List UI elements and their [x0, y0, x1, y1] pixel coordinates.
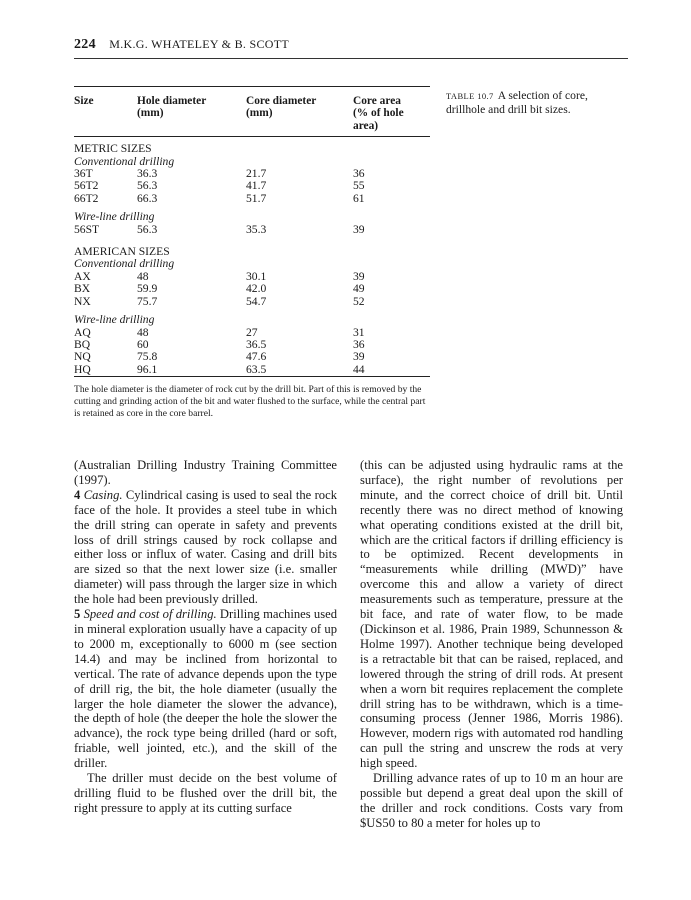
subsection-label-american-wireline: Wire-line drilling [74, 313, 155, 327]
subsection-label-american-conventional: Conventional drilling [74, 257, 175, 271]
subsection-label-metric-conventional: Conventional drilling [74, 154, 175, 168]
table-row: 56ST 56.3 35.3 39 [74, 222, 365, 236]
table-row: NX 75.7 54.7 52 [74, 294, 365, 308]
body-column-right [360, 458, 623, 831]
table-body [74, 87, 430, 376]
drill-size-table [74, 86, 430, 420]
running-authors: M.K.G. WHATELEY & B. SCOTT [109, 37, 290, 51]
table-header-row [74, 87, 430, 132]
paragraph-speed-cost: 5 Speed and cost of drilling. Drilling machines used in mineral exploration usually have a capacity of up to 2000 m, exceptionally to 6000 m (see section 14.4) and may be inclined from horizontal to vertical. The rate of advance depends upon the type of drill rig, the bit, the hole diameter (usually the larger the hole diameter the slower the advance), the depth of hole (the deeper the hole the slower the advance), the rock type being drilled (hard or soft, friable, well jointed, etc.), and the skill of the driller. [74, 607, 337, 771]
table-row: HQ 96.1 63.5 44 [74, 362, 365, 376]
table-row: NQ 75.8 47.6 39 [74, 350, 365, 364]
table-row: 66T2 66.3 51.7 61 [74, 191, 365, 205]
paragraph-casing: 4 Casing. Cylindrical casing is used to seal the rock face of the hole. It provides a steel tube in which the drill string can operate in safety and prevents loss of drill strings caused by rock collapse and either loss or influx of water. Casing and drill bits are sized so that the next lower size (i.e. smaller diameter) will pass through the larger size in which the hole had been previously drilled. [74, 487, 337, 607]
table-row: AX 48 30.1 39 [74, 269, 365, 283]
table-row: 36T 36.3 21.7 36 [74, 167, 365, 181]
running-header [74, 37, 628, 53]
caption-tag: TABLE 10.7 [446, 91, 494, 101]
section-label-american: AMERICAN SIZES [74, 245, 170, 259]
table-bottom-rule [74, 376, 430, 377]
subsection-label-metric-wireline: Wire-line drilling [74, 210, 155, 224]
body-column-left [74, 458, 337, 816]
paragraph: (this can be adjusted using hydraulic rams at the surface), the right number of revolutions per minute, and the correct choice of drill bit. Until recently there was no direct method of knowing what operating conditions existed at the drill bit, which are the critical factors if drilling efficiency is to be optimized. Recent developments in “measurements while drilling (MWD)” have overcome this and allow a variety of direct measurements such as temperature, pressure at the bit face, and rate of water flow, to be made (Dickinson et al. 1986, Prain 1989, Schunnesson & Holme 1997). Another technique being developed is a retractable bit that can be raised, replaced, and lowered through the string of drill rods. At present when a worn bit requires replacement the complete drill string has to be withdrawn, which is a time-consuming process (Jenner 1986, Morris 1986). However, modern rigs with automated rod handling can pull the string and unscrew the rods at very high speed. [360, 458, 623, 771]
paragraph: (Australian Drilling Industry Training Committee (1997). [74, 458, 337, 487]
header-core-diameter: Core diameter (mm) [246, 95, 317, 120]
page-number: 224 [74, 37, 96, 52]
header-core-area: Core area (% of hole area) [353, 95, 404, 132]
table-row: AQ 48 27 31 [74, 325, 365, 339]
table-footnote: The hole diameter is the diameter of rock cut by the drill bit. Part of this is removed by the cutting and grinding action of the bit and water flushed to the surface, while the central part is retained as core in the core barrel. [74, 384, 426, 420]
paragraph: Drilling advance rates of up to 10 m an hour are possible but depend a great deal upon the skill of the driller and rock conditions. Costs vary from $US50 to 80 a meter for holes up to [360, 771, 623, 830]
table-row: 56T2 56.3 41.7 55 [74, 179, 365, 193]
table-row: BQ 60 36.5 36 [74, 337, 365, 351]
header-rule [74, 58, 628, 59]
header-hole-diameter: Hole diameter (mm) [137, 95, 207, 120]
paragraph: The driller must decide on the best volume of drilling fluid to be flushed over the drill bit, the right pressure to apply at its cutting surface [74, 771, 337, 815]
header-size: Size [74, 95, 94, 107]
table-caption [446, 89, 626, 116]
table-row: BX 59.9 42.0 49 [74, 282, 365, 296]
section-label-metric: METRIC SIZES [74, 142, 152, 156]
caption-text: A selection of core, drillhole and drill bit sizes. [446, 89, 588, 116]
